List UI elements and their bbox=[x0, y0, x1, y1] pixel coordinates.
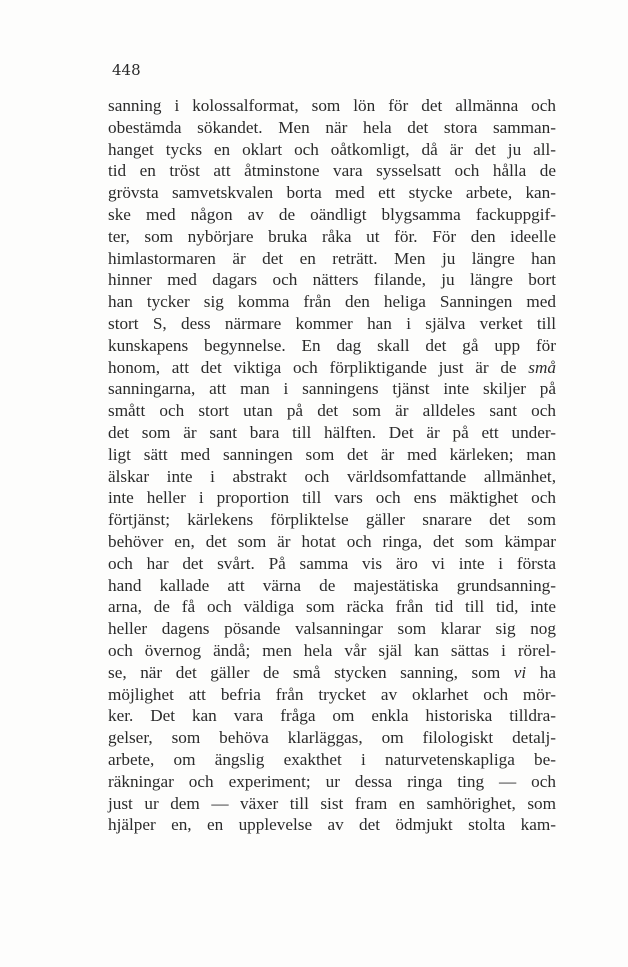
text-line: sanning i kolossalformat, som lön för det allmänna och bbox=[108, 96, 556, 115]
text-line: himlastormaren är det en reträtt. Men ju längre han bbox=[108, 248, 556, 268]
text-line: det som är sant bara till hälften. Det är på ett under- bbox=[108, 422, 556, 442]
body-text bbox=[108, 95, 556, 836]
text-line-with-italic bbox=[108, 662, 556, 684]
text-line: arna, de få och väldiga som räcka från tid till tid, inte bbox=[108, 597, 556, 617]
text-line: heller dagens pösande valsanningar som klarar sig nog bbox=[108, 619, 556, 639]
page-number: 448 bbox=[112, 61, 141, 79]
italic-word: vi bbox=[513, 662, 527, 682]
text-line: ter, som nybörjare bruka råka ut för. För den ideelle bbox=[108, 226, 556, 246]
text-line: hand kallade att värna de majestätiska grundsanning- bbox=[108, 575, 556, 595]
text-segment: honom, att det viktiga och förpliktigande just är de bbox=[108, 357, 529, 377]
text-line: just ur dem — växer till sist fram en samhörighet, som bbox=[108, 793, 556, 813]
text-line: gelser, som behöva klarläggas, om filologiskt detalj- bbox=[108, 728, 556, 748]
text-segment: ha bbox=[526, 662, 556, 682]
text-segment: se, när det gäller de små stycken sanning, som bbox=[108, 662, 514, 682]
text-line-with-italic bbox=[108, 357, 556, 379]
text-line: möjlighet att befria från trycket av oklarhet och mör- bbox=[108, 684, 556, 704]
text-line: stort S, dess närmare kommer han i själva verket till bbox=[108, 313, 556, 333]
text-line: ligt sätt med sanningen som det är med kärleken; man bbox=[108, 444, 556, 464]
text-line: ske med någon av de oändligt blygsamma fackuppgif- bbox=[108, 204, 556, 224]
text-line: han tycker sig komma från den heliga Sanningen med bbox=[108, 292, 556, 312]
italic-word: små bbox=[528, 357, 556, 377]
text-line: och övernog ändå; men hela vår själ kan sättas i rörel- bbox=[108, 640, 556, 660]
text-line: älskar inte i abstrakt och världsomfattande allmänhet, bbox=[108, 466, 556, 486]
text-line: hjälper en, en upplevelse av det ödmjukt stolta kam- bbox=[108, 815, 556, 835]
text-line: grövsta samvetskvalen borta med ett stycke arbete, kan- bbox=[108, 183, 556, 203]
text-line: och har det svårt. På samma vis äro vi inte i första bbox=[108, 553, 556, 573]
text-line: hinner med dagars och nätters filande, ju längre bort bbox=[108, 270, 556, 290]
text-line: räkningar och experiment; ur dessa ringa ting — och bbox=[108, 771, 556, 791]
text-line: behöver en, det som är hotat och ringa, det som kämpar bbox=[108, 531, 556, 551]
text-line: inte heller i proportion till vars och ens mäktighet och bbox=[108, 488, 556, 508]
text-line: sanningarna, att man i sanningens tjänst inte skiljer på bbox=[108, 379, 556, 399]
text-line: kunskapens begynnelse. En dag skall det gå upp för bbox=[108, 335, 556, 355]
text-line: smått och stort utan på det som är alldeles sant och bbox=[108, 401, 556, 421]
text-line: förtjänst; kärlekens förpliktelse gäller snarare det som bbox=[108, 510, 556, 530]
text-line: tid en tröst att åtminstone vara sysselsatt och hålla de bbox=[108, 161, 556, 181]
text-line: hanget tycks en oklart och oåtkomligt, då är det ju all- bbox=[108, 139, 556, 159]
text-line: obestämda sökandet. Men när hela det stora samman- bbox=[108, 117, 556, 137]
text-line: ker. Det kan vara fråga om enkla historiska tilldra- bbox=[108, 706, 556, 726]
text-line: arbete, om ängslig exakthet i naturvetenskapliga be- bbox=[108, 749, 556, 769]
